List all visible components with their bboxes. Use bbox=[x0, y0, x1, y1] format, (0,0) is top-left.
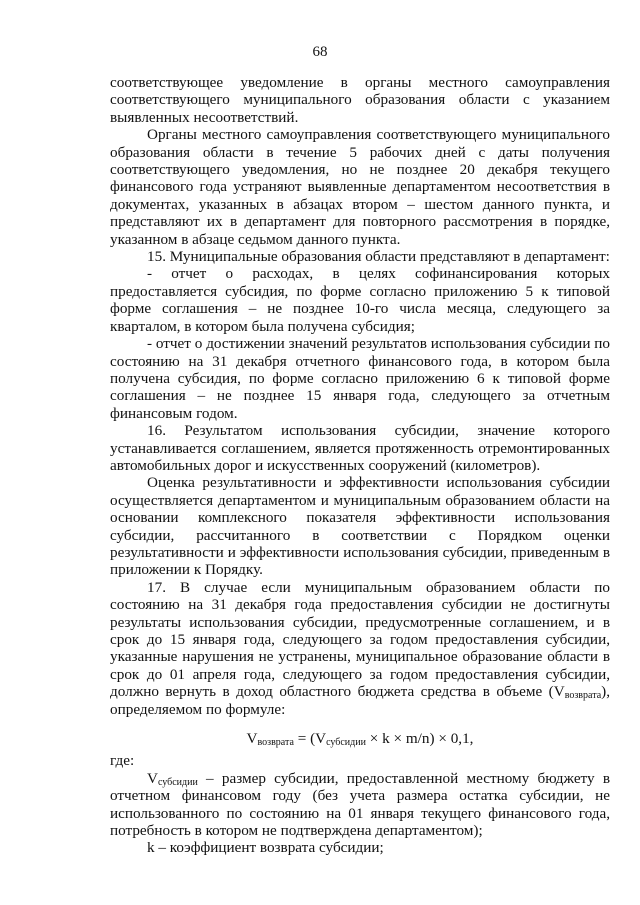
formula bbox=[110, 730, 610, 747]
formula-rhs: × k × m/n) × 0,1, bbox=[365, 730, 474, 748]
formula-lhs: V bbox=[246, 730, 258, 748]
paragraph-continuation: соответствующее уведомление в органы местного самоуправления соответствующего муниципального образования области с указанием выявленных несоответствий. bbox=[110, 74, 610, 126]
paragraph-16: 16. Результатом использования субсидии, значение которого устанавливается соглашением, является протяженность отремонтированных автомобильных дорог и искусственных сооружений (километров). bbox=[110, 422, 610, 474]
paragraph-17-text: 17. В случае если муниципальным образованием области по состоянию на 31 декабря года предоставления субсидии не достигнуты результаты использования субсидии, предусмотренные соглашением, и в срок до 15 января года, следующего за годом предоставления субсидии, указанные нарушения не устранены, муниципальное образование области в срок до 01 апреля года, следующего за годом предоставления субсидии, должно вернуть в доход областного бюджета средства в объеме (V bbox=[110, 578, 610, 701]
where-label: где: bbox=[110, 752, 135, 770]
paragraph-17 bbox=[110, 579, 610, 718]
paragraph-15-report-expenses: - отчет о расходах, в целях софинансирования которых предоставляется субсидия, по форме согласно приложению 5 к типовой форме соглашения – не позднее 10-го числа месяца, следующего за кварталом, в котором была получена субсидия; bbox=[110, 265, 610, 335]
definition-v-text: – размер субсидии, предоставленной местному бюджету в отчетном финансовом году (без учета размера остатка субсидии, не использованного по состоянию на 01 января текущего финансового года, потребность в котором не подтверждена департаментом); bbox=[110, 769, 610, 840]
formula-mid: = (V bbox=[293, 730, 327, 748]
definition-v-symbol: V bbox=[147, 769, 158, 787]
paragraph-17-tail: ), определяемом по формуле: bbox=[110, 683, 610, 718]
paragraph-17-subscript: возврата bbox=[564, 690, 602, 702]
formula-mid-subscript: субсидии bbox=[326, 737, 366, 749]
definition-k: k – коэффициент возврата субсидии; bbox=[147, 839, 384, 857]
formula-lhs-subscript: возврата bbox=[257, 737, 294, 749]
page-number: 68 bbox=[312, 44, 328, 60]
paragraph-15-report-results: - отчет о достижении значений результатов использования субсидии по состоянию на 31 декабря отчетного финансового года, в котором была получена субсидия, по форме согласно приложению 6 к типовой форме соглашения – не позднее 15 января года, следующего за отчетным финансовым годом. bbox=[110, 335, 610, 422]
paragraph-evaluation: Оценка результативности и эффективности использования субсидии осуществляется департаментом и муниципальным образованием области на основании комплексного показателя эффективности использования субсидии, рассчитанного в соответствии с Порядком оценки результативности и эффективности использования субсидии, приведенным в приложении к Порядку. bbox=[110, 474, 610, 579]
paragraph-local-authorities: Органы местного самоуправления соответствующего муниципального образования области в течение 5 рабочих дней с даты получения соответствующего уведомления, но не позднее 20 декабря текущего финансового года устраняют выявленные департаментом несоответствия в документах, указанных в абзацах втором – шестом данного пункта, и представляют их в департамент для повторного рассмотрения в порядке, указанном в абзаце седьмом данного пункта. bbox=[110, 126, 610, 248]
definition-v-subscript: субсидии bbox=[157, 776, 198, 788]
document-body bbox=[110, 74, 610, 857]
paragraph-15-intro: 15. Муниципальные образования области представляют в департамент: bbox=[147, 248, 610, 266]
definition-v-subsidy bbox=[110, 770, 610, 840]
